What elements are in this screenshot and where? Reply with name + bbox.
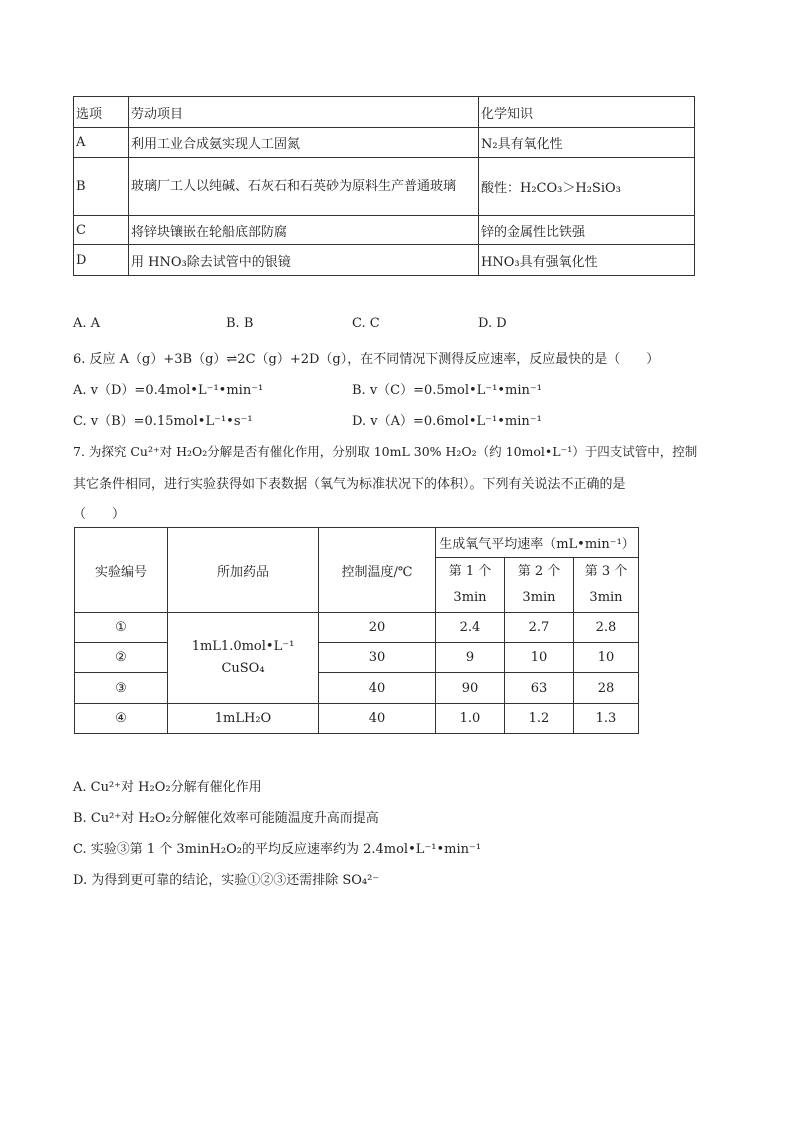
q7-option-a: A. Cu²⁺对 H₂O₂分解有催化作用 (73, 780, 262, 795)
cell-option: A (74, 128, 129, 158)
labor-chemistry-table (73, 96, 695, 276)
cell-temp: 20 (319, 613, 436, 643)
cell-knowledge: N₂具有氧化性 (479, 128, 695, 158)
cell-exp-no: ① (75, 613, 168, 643)
cell-temp: 40 (319, 673, 436, 704)
q6-stem: 6. 反应 A（g）+3B（g）⇌2C（g）+2D（g），在不同情况下测得反应速率，反应最快的是（ ） (73, 352, 660, 367)
cell-temp: 40 (319, 704, 436, 734)
cell-drug-cuso4: 1mL1.0mol•L⁻¹ CuSO₄ (168, 613, 319, 704)
table-row (74, 216, 695, 245)
cell-labor-item: 利用工业合成氨实现人工固氮 (129, 128, 479, 158)
cell-rate: 2.8 (574, 613, 639, 643)
table-row (75, 613, 639, 643)
cell-drug-water: 1mLH₂O (168, 704, 319, 734)
q7-option-b: B. Cu²⁺对 H₂O₂分解催化效率可能随温度升高而提高 (73, 811, 379, 826)
cell-rate: 90 (436, 673, 505, 704)
cell-knowledge: 酸性：H₂CO₃＞H₂SiO₃ (479, 158, 695, 216)
header-temp: 控制温度/℃ (319, 528, 436, 613)
q6-option-a: A. v（D）=0.4mol•L⁻¹•min⁻¹ (73, 383, 264, 398)
q5-option-a: A. A (73, 316, 101, 331)
header-period-2: 第 2 个 3min (505, 558, 574, 613)
q7-option-d: D. 为得到更可靠的结论，实验①②③还需排除 SO₄²⁻ (73, 873, 380, 888)
cell-rate: 1.3 (574, 704, 639, 734)
cell-rate: 10 (505, 643, 574, 673)
table-row (75, 704, 639, 734)
cell-exp-no: ② (75, 643, 168, 673)
cell-temp: 30 (319, 643, 436, 673)
q5-option-b: B. B (226, 316, 254, 331)
cell-exp-no: ③ (75, 673, 168, 704)
table-row (75, 673, 639, 704)
header-exp-no: 实验编号 (75, 528, 168, 613)
cell-rate: 1.0 (436, 704, 505, 734)
q5-option-c: C. C (352, 316, 380, 331)
cell-labor-item: 玻璃厂工人以纯碱、石灰石和石英砂为原料生产普通玻璃 (129, 158, 479, 216)
cell-rate: 1.2 (505, 704, 574, 734)
cell-knowledge: 锌的金属性比铁强 (479, 216, 695, 245)
experiment-table (74, 527, 639, 734)
cell-option: C (74, 216, 129, 245)
header-chem-knowledge: 化学知识 (479, 97, 695, 128)
table-row (74, 245, 695, 276)
table-row (74, 128, 695, 158)
q7-option-c: C. 实验③第 1 个 3minH₂O₂的平均反应速率约为 2.4mol•L⁻¹•min⁻¹ (73, 842, 482, 857)
q6-option-b: B. v（C）=0.5mol•L⁻¹•min⁻¹ (352, 383, 542, 398)
header-drug: 所加药品 (168, 528, 319, 613)
cell-knowledge: HNO₃具有强氧化性 (479, 245, 695, 276)
header-o2-rate: 生成氧气平均速率（mL•min⁻¹） (436, 528, 639, 558)
q5-option-d: D. D (478, 316, 507, 331)
q7-stem-line2: 其它条件相同，进行实验获得如下表数据（氧气为标准状况下的体积）。下列有关说法不正确的是 (73, 477, 626, 492)
cell-rate: 28 (574, 673, 639, 704)
header-option: 选项 (74, 97, 129, 128)
table-row (74, 158, 695, 216)
header-period-1: 第 1 个 3min (436, 558, 505, 613)
cell-rate: 63 (505, 673, 574, 704)
cell-rate: 2.4 (436, 613, 505, 643)
table-header-row (75, 528, 639, 558)
q6-option-d: D. v（A）=0.6mol•L⁻¹•min⁻¹ (352, 414, 542, 429)
table-row (75, 643, 639, 673)
cell-labor-item: 将锌块镶嵌在轮船底部防腐 (129, 216, 479, 245)
q7-stem-line1: 7. 为探究 Cu²⁺对 H₂O₂分解是否有催化作用，分别取 10mL 30% H₂O₂（约 10mol•L⁻¹）于四支试管中，控制 (73, 444, 698, 459)
cell-rate: 2.7 (505, 613, 574, 643)
q7-stem-line3: （ ） (73, 507, 126, 522)
header-labor-item: 劳动项目 (129, 97, 479, 128)
cell-option: D (74, 245, 129, 276)
cell-rate: 9 (436, 643, 505, 673)
cell-labor-item: 用 HNO₃除去试管中的银镜 (129, 245, 479, 276)
table-header-row (74, 97, 695, 128)
cell-option: B (74, 158, 129, 216)
header-period-3: 第 3 个 3min (574, 558, 639, 613)
cell-rate: 10 (574, 643, 639, 673)
q6-option-c: C. v（B）=0.15mol•L⁻¹•s⁻¹ (73, 414, 253, 429)
cell-exp-no: ④ (75, 704, 168, 734)
